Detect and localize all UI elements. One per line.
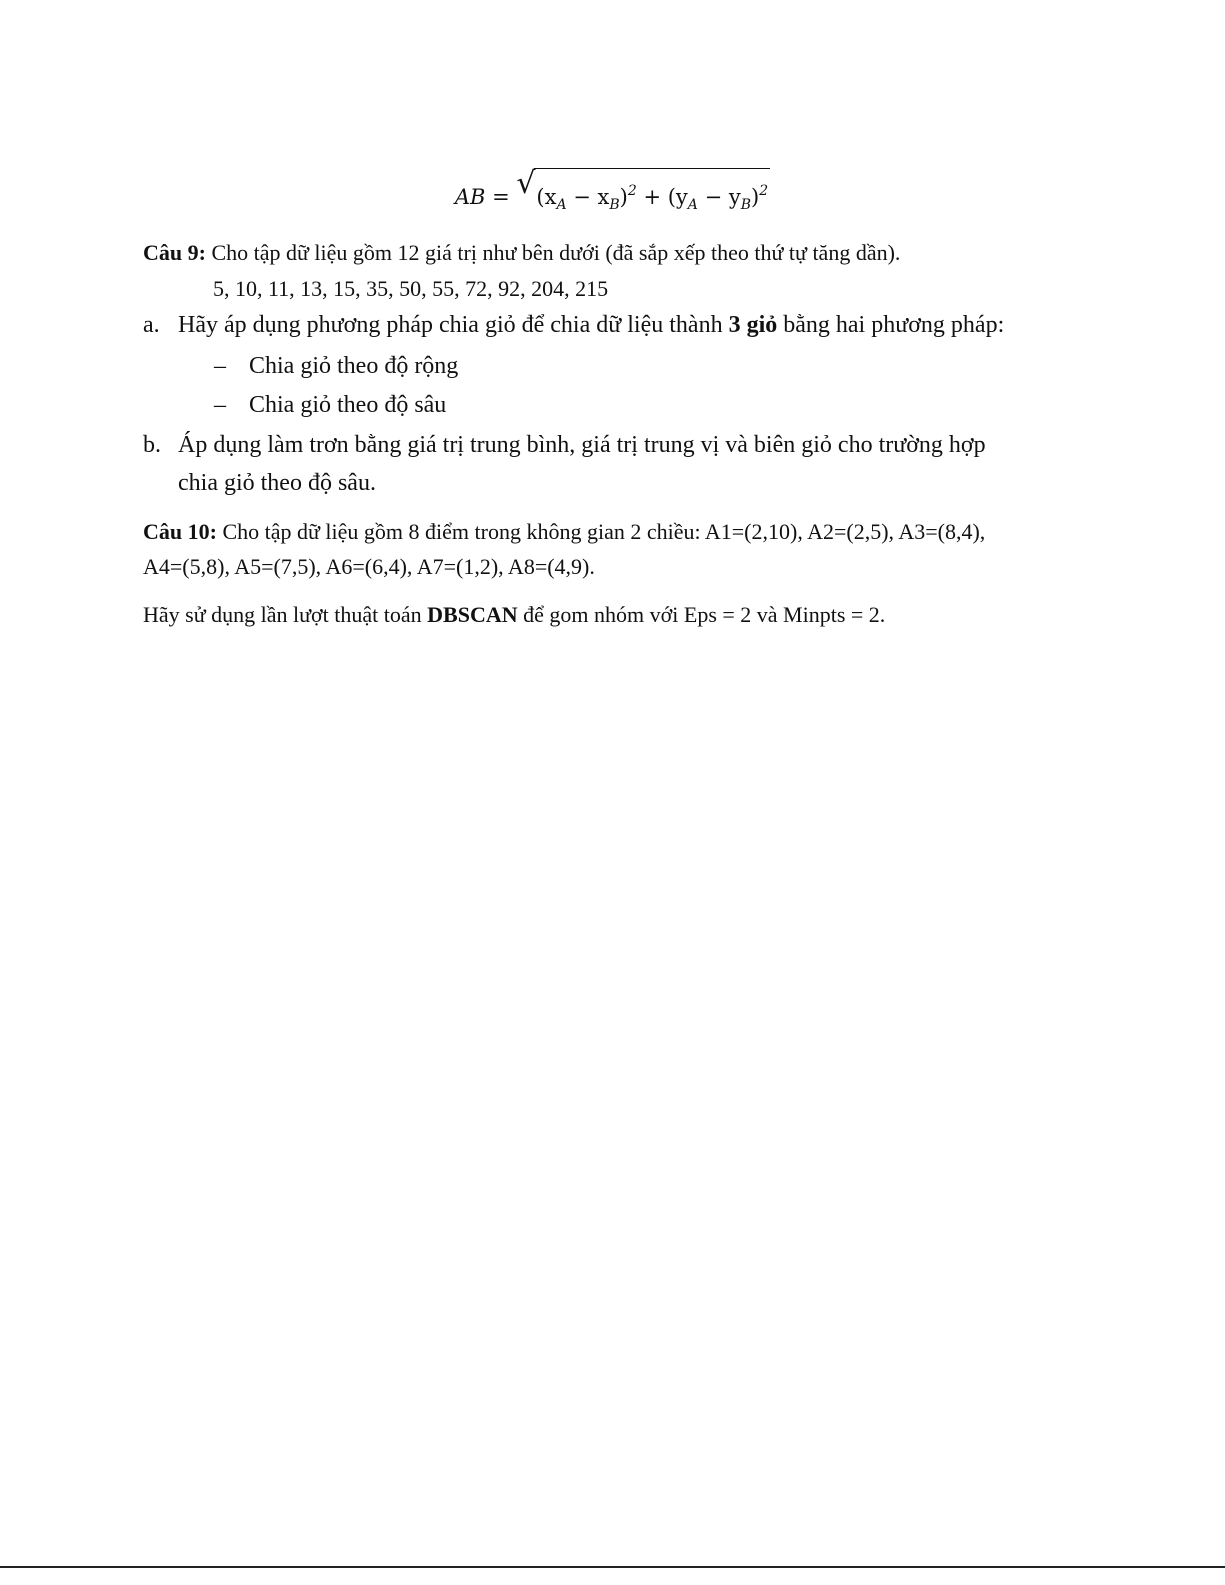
- q9-values: 5, 10, 11, 13, 15, 35, 50, 55, 72, 92, 204, 215: [213, 276, 609, 301]
- square-root: [516, 168, 770, 225]
- q9-a-text-part: bằng hai phương pháp:: [777, 312, 1005, 338]
- formula-term: (x: [536, 185, 557, 209]
- q9-bullet-1: Chia giỏ theo độ rộng: [249, 353, 459, 379]
- q9-label: Câu 9:: [143, 240, 206, 265]
- formula-exponent: 2: [759, 183, 769, 199]
- q10-heading: [143, 518, 985, 546]
- radical-sign-icon: √: [516, 166, 536, 201]
- q9-a-bold: 3 giỏ: [728, 312, 778, 338]
- formula-term: − x: [566, 185, 610, 209]
- q10-text-line2: A4=(5,8), A5=(7,5), A6=(6,4), A7=(1,2), A8=(4,9).: [143, 554, 595, 579]
- bullet-dash-icon: –: [214, 353, 226, 379]
- q10-label: Câu 10:: [143, 519, 217, 544]
- formula-subscript: B: [740, 197, 752, 213]
- formula-subscript: A: [556, 197, 567, 213]
- q9-text: Cho tập dữ liệu gồm 12 giá trị như bên dưới (đã sắp xếp theo thứ tự tăng dần).: [205, 240, 901, 265]
- formula-subscript: A: [687, 197, 698, 213]
- q9-b-text-line1: Áp dụng làm trơn bằng giá trị trung bình, giá trị trung vị và biên giỏ cho trường hợp: [178, 432, 986, 458]
- radicand: [534, 168, 770, 225]
- formula-exponent: 2: [627, 183, 637, 199]
- q10-instruction-bold: DBSCAN: [427, 602, 518, 627]
- formula-subscript: B: [609, 197, 620, 213]
- q9-heading: [143, 239, 900, 267]
- formula-term: ): [751, 185, 760, 209]
- q10-instruction: [143, 601, 885, 629]
- q9-a-label: a.: [143, 312, 160, 338]
- q9-a-text: [178, 311, 1004, 339]
- formula-term: − y: [697, 185, 741, 209]
- formula-term: ): [619, 185, 628, 209]
- q10-text-line1: Cho tập dữ liệu gồm 8 điểm trong không gian 2 chiều: A1=(2,10), A2=(2,5), A3=(8,4),: [216, 519, 986, 544]
- q9-b-label: b.: [143, 432, 161, 458]
- formula-lhs: AB =: [454, 185, 510, 209]
- distance-formula: [0, 168, 1225, 225]
- q10-instruction-part: Hãy sử dụng lần lượt thuật toán: [143, 602, 428, 627]
- bullet-dash-icon: –: [214, 392, 226, 418]
- q9-a-text-part: Hãy áp dụng phương pháp chia giỏ để chia dữ liệu thành: [178, 312, 729, 338]
- q10-instruction-part: để gom nhóm với Eps = 2 và Minpts = 2.: [517, 602, 886, 627]
- page-bottom-divider: [0, 1566, 1225, 1568]
- q9-b-text-line2: chia giỏ theo độ sâu.: [178, 470, 376, 496]
- formula-term: + (y: [636, 185, 688, 209]
- q9-bullet-2: Chia giỏ theo độ sâu: [249, 392, 447, 418]
